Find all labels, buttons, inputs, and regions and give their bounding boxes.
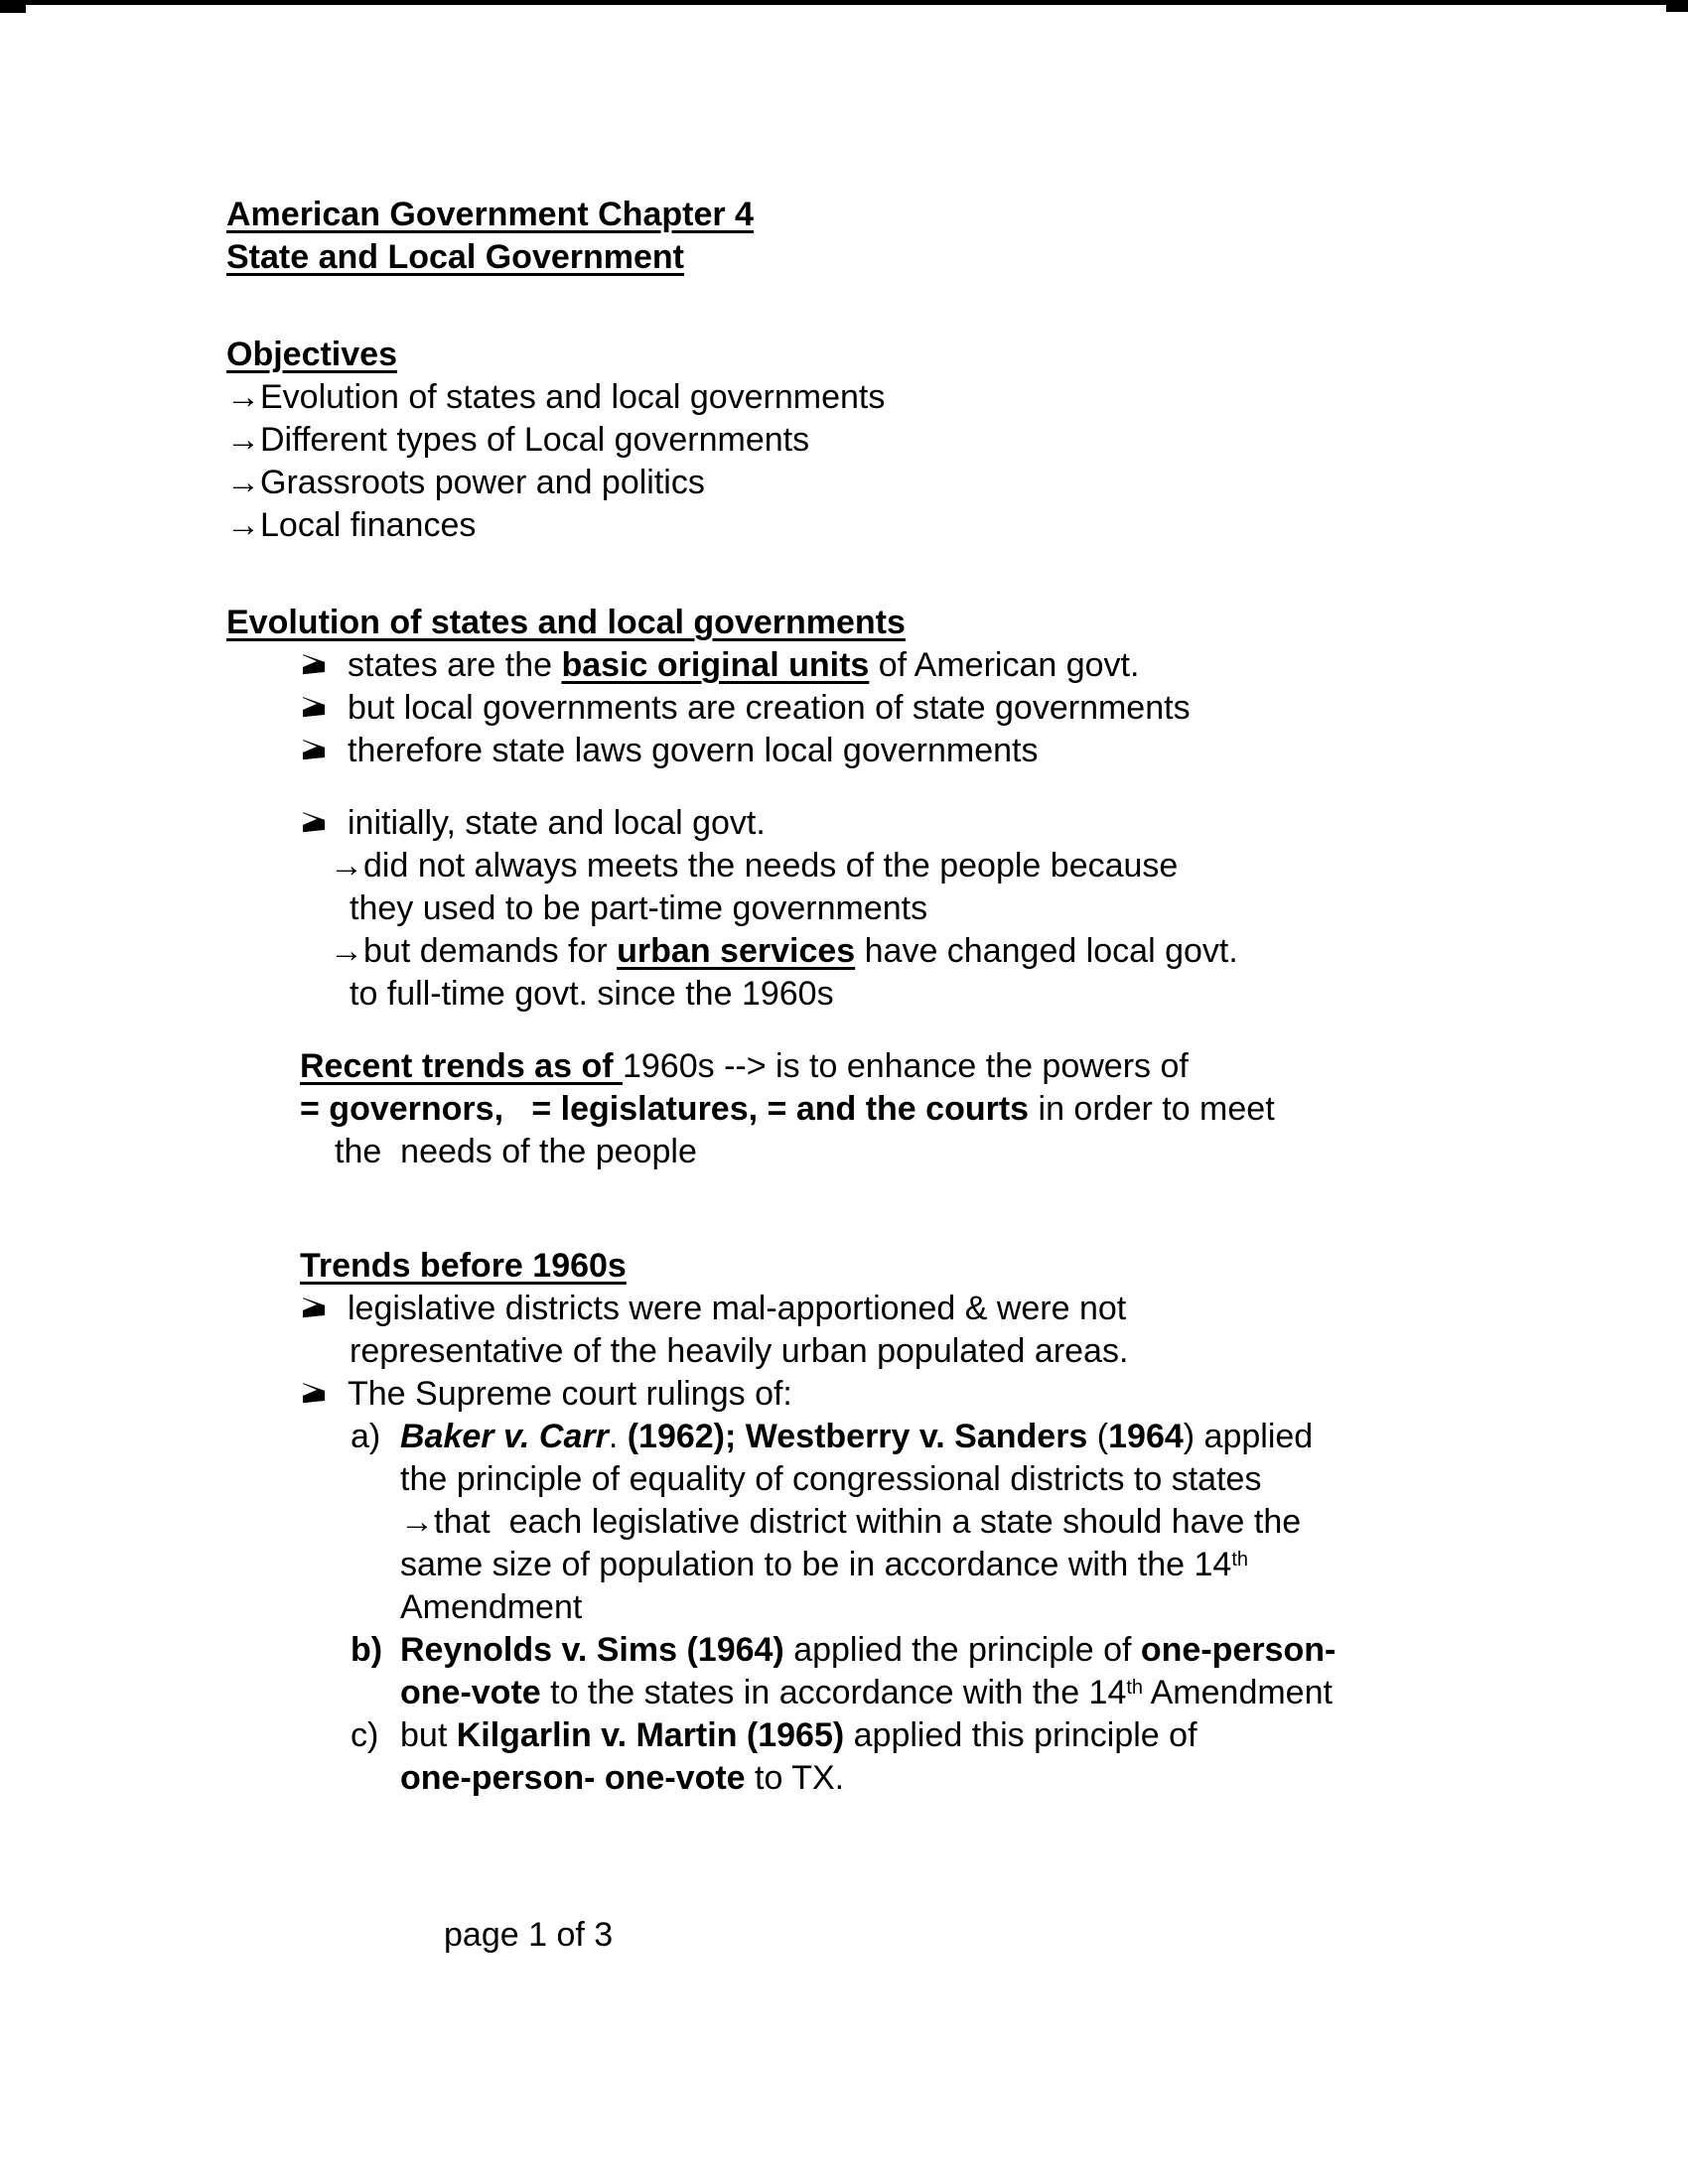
text-segment: applied this principle of [844, 1716, 1197, 1754]
text-line [0, 236, 1688, 279]
text-line [0, 1288, 1688, 1330]
text-segment: Kilgarlin v. Martin (1965) [456, 1716, 845, 1754]
text-line [0, 1088, 1688, 1131]
text-segment: same size of population to be in accordance with the 14 [400, 1546, 1232, 1583]
text-segment: Different types of Local governments [260, 421, 810, 459]
arrow-icon: → [226, 421, 260, 459]
text-segment: Evolution of states and local governments [260, 378, 886, 416]
text-segment: the needs of the people [335, 1133, 697, 1170]
arrow-icon: → [226, 378, 260, 416]
text-segment: one-person- one-vote [400, 1759, 746, 1797]
text-segment: legislative districts were mal-apportioned & were not [348, 1290, 1127, 1327]
text-segment: the principle of equality of congressional districts to states [400, 1460, 1262, 1498]
text-segment: Amendment [400, 1588, 583, 1626]
arrowhead-bullet-icon [301, 808, 348, 836]
paragraph-block [0, 334, 1688, 547]
arrowhead-bullet-icon [301, 693, 348, 721]
arrow-icon: → [400, 1503, 434, 1541]
paragraph-block [0, 1245, 1688, 1800]
text-segment: to the states in accordance with the 14 [540, 1674, 1127, 1711]
arrow-icon: → [226, 506, 260, 544]
text-line [0, 1714, 1688, 1757]
text-segment: Reynolds v. Sims (1964) [400, 1631, 784, 1669]
text-segment: Trends before 1960s [300, 1247, 627, 1285]
text-segment: th [1126, 1677, 1144, 1699]
arrow-icon: → [330, 847, 363, 885]
text-line [0, 194, 1688, 236]
text-line [0, 1544, 1688, 1586]
text-segment: states are the [348, 646, 562, 684]
text-segment: to TX. [745, 1759, 845, 1797]
text-segment: (1962); Westberry v. Sanders [627, 1418, 1088, 1455]
text-segment: . [608, 1418, 628, 1455]
text-segment: Baker v. Carr [400, 1418, 609, 1455]
text-line [0, 1629, 1688, 1672]
text-segment: ) applied [1183, 1418, 1314, 1455]
paragraph-block [0, 802, 1688, 1016]
text-segment: 1960s --> is to enhance the powers of [622, 1047, 1189, 1085]
text-segment: but demands for [363, 932, 618, 970]
text-line [0, 1330, 1688, 1373]
text-segment: urban services [617, 932, 856, 970]
text-line [0, 930, 1688, 973]
text-line [0, 1045, 1688, 1088]
text-line [0, 644, 1688, 687]
text-segment: th [1231, 1549, 1248, 1570]
text-segment: of American govt. [869, 646, 1140, 684]
text-segment: The Supreme court rulings of: [348, 1375, 792, 1413]
text-line [0, 973, 1688, 1016]
text-line [0, 1131, 1688, 1173]
text-segment: initially, state and local govt. [348, 804, 766, 842]
text-segment: State and Local Government [226, 238, 684, 276]
text-segment: but local governments are creation of state governments [348, 689, 1191, 727]
text-segment: therefore state laws govern local governments [348, 732, 1039, 769]
text-line [0, 504, 1688, 547]
text-segment: have changed local govt. [855, 932, 1238, 970]
text-segment: representative of the heavily urban populated areas. [350, 1332, 1129, 1370]
text-segment: in order to meet [1029, 1090, 1275, 1128]
text-segment: Evolution of states and local governments [226, 604, 906, 641]
text-segment: ( [1087, 1418, 1109, 1455]
arrowhead-bullet-icon [301, 1294, 348, 1321]
arrowhead-bullet-icon [301, 1379, 348, 1407]
paragraph-block [0, 194, 1688, 279]
text-segment: = governors, = legislatures, = and the courts [300, 1090, 1030, 1128]
arrowhead-bullet-icon [301, 650, 348, 678]
text-line [0, 602, 1688, 644]
text-segment: American Government Chapter 4 [226, 196, 754, 233]
text-segment: Recent trends as of [300, 1047, 623, 1085]
text-line [0, 802, 1688, 845]
text-line [0, 1373, 1688, 1416]
text-line [0, 1416, 1688, 1458]
text-line [0, 1757, 1688, 1800]
text-line [0, 376, 1688, 419]
text-line [0, 845, 1688, 887]
text-segment: they used to be part-time governments [350, 889, 928, 927]
text-line [0, 887, 1688, 930]
text-line [0, 1458, 1688, 1501]
text-line [0, 1586, 1688, 1629]
paragraph-block [0, 1045, 1688, 1173]
arrow-icon: → [226, 464, 260, 501]
paragraph-block [0, 602, 1688, 772]
text-line [0, 1672, 1688, 1714]
text-segment: Amendment [1143, 1674, 1333, 1711]
text-segment: applied the principle of [783, 1631, 1141, 1669]
text-line [0, 334, 1688, 376]
list-marker: a) [351, 1418, 381, 1455]
text-line [0, 419, 1688, 462]
text-line [0, 1245, 1688, 1288]
text-line [0, 730, 1688, 772]
text-segment: that each legislative district within a state should have the [434, 1503, 1302, 1541]
text-segment: Local finances [260, 506, 477, 544]
page-footer: page 1 of 3 [444, 1916, 614, 1954]
arrowhead-bullet-icon [301, 736, 348, 763]
text-segment: but [400, 1716, 457, 1754]
text-segment: did not always meets the needs of the people because [363, 847, 1179, 885]
text-segment: Grassroots power and politics [260, 464, 705, 501]
list-marker: c) [351, 1716, 379, 1754]
list-marker: b) [351, 1631, 383, 1669]
text-line [0, 1501, 1688, 1544]
text-segment: one-vote [400, 1674, 541, 1711]
text-line [0, 462, 1688, 504]
arrow-icon: → [330, 932, 363, 970]
text-segment: 1964 [1108, 1418, 1184, 1455]
text-segment: to full-time govt. since the 1960s [350, 975, 834, 1013]
text-segment: Objectives [226, 336, 397, 373]
document-content [0, 194, 1688, 1800]
text-segment: one-person- [1140, 1631, 1336, 1669]
footer-block [0, 1914, 1688, 1957]
text-segment: basic original units [561, 646, 870, 684]
text-line [0, 687, 1688, 730]
